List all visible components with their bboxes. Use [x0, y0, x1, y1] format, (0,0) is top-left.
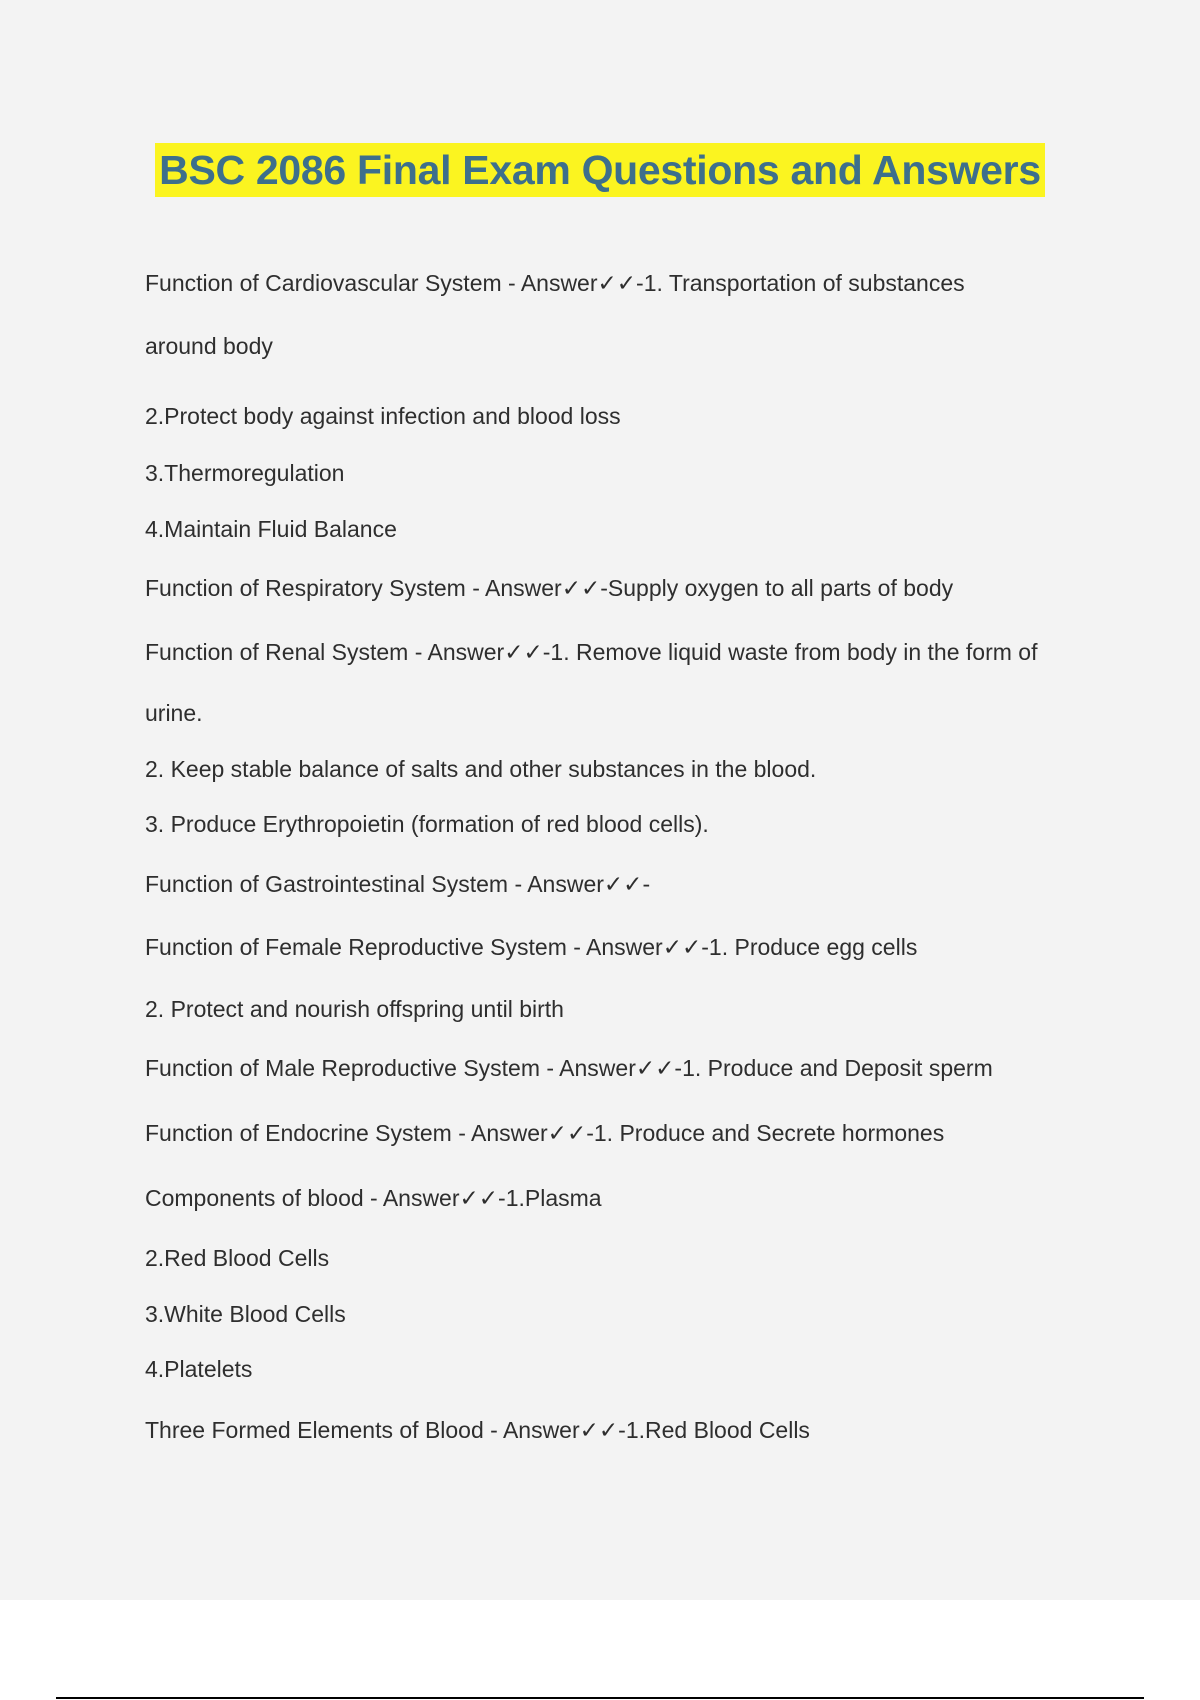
text-line: Function of Male Reproductive System - Answer✓✓-1. Produce and Deposit sperm: [145, 1055, 993, 1081]
text-line: Function of Cardiovascular System - Answer✓✓-1. Transportation of substances: [145, 270, 965, 296]
text-line: 3.Thermoregulation: [145, 460, 345, 486]
text-line: Components of blood - Answer✓✓-1.Plasma: [145, 1185, 602, 1211]
text-line: 2.Red Blood Cells: [145, 1245, 330, 1271]
footer-divider: [56, 1697, 1144, 1699]
text-line: 3.White Blood Cells: [145, 1301, 346, 1327]
text-line: 2. Protect and nourish offspring until birth: [145, 996, 564, 1022]
text-line: around body: [145, 333, 273, 359]
text-line: 3. Produce Erythropoietin (formation of red blood cells).: [145, 811, 709, 837]
text-line: Three Formed Elements of Blood - Answer✓✓-1.Red Blood Cells: [145, 1417, 810, 1443]
text-line: Function of Respiratory System - Answer✓✓-Supply oxygen to all parts of body: [145, 575, 954, 601]
text-line: Function of Gastrointestinal System - Answer✓✓-: [145, 871, 651, 897]
document-title: BSC 2086 Final Exam Questions and Answers: [155, 143, 1045, 197]
title-container: [0, 143, 1200, 197]
text-line: urine.: [145, 700, 203, 726]
text-line: 2.Protect body against infection and blood loss: [145, 403, 621, 429]
text-line: Function of Renal System - Answer✓✓-1. Remove liquid waste from body in the form of: [145, 639, 1038, 665]
text-line: 4.Maintain Fluid Balance: [145, 516, 397, 542]
text-line: 4.Platelets: [145, 1356, 253, 1382]
text-line: 2. Keep stable balance of salts and other substances in the blood.: [145, 756, 817, 782]
text-line: Function of Female Reproductive System - Answer✓✓-1. Produce egg cells: [145, 934, 918, 960]
text-line: Function of Endocrine System - Answer✓✓-1. Produce and Secrete hormones: [145, 1120, 945, 1146]
